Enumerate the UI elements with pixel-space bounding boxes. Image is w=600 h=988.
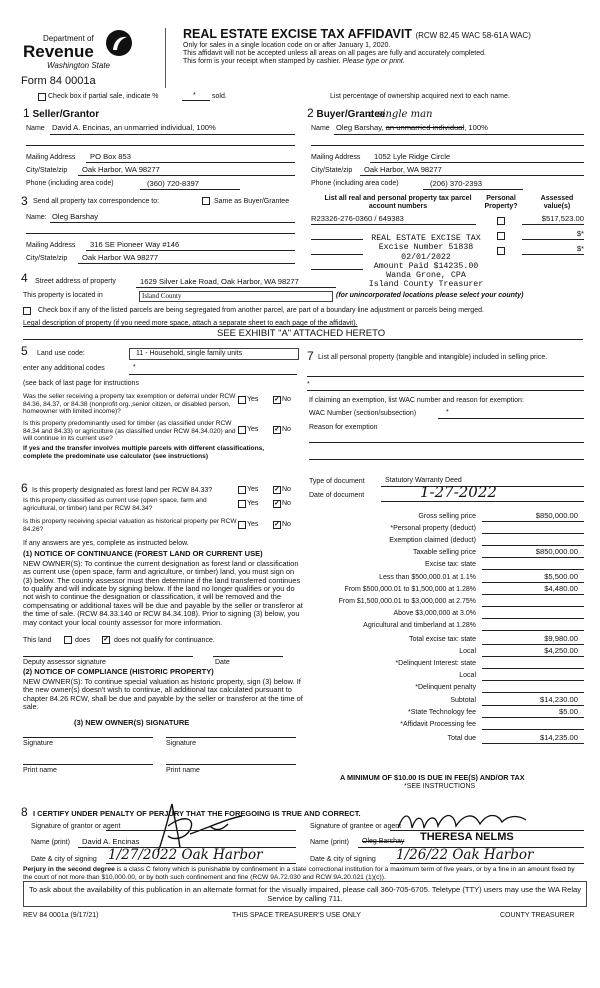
minimum-note: A MINIMUM OF $10.00 IS DUE IN FEE(S) AND/OR TAX <box>340 773 525 782</box>
owner-sig-line-1 <box>23 737 153 738</box>
see-instructions-note: *SEE INSTRUCTIONS <box>404 783 476 790</box>
personal-line-2 <box>307 390 584 391</box>
tax-line-1 <box>482 533 584 534</box>
seller-name-field[interactable]: David A. Encinas, an unmarried individual, 100% <box>52 123 216 132</box>
grantee-date-line <box>390 863 584 864</box>
dept-line3: Washington State <box>47 61 111 70</box>
corr-name-label: Name: <box>26 214 47 221</box>
tax-line-12 <box>482 668 584 669</box>
tax-label-15: Subtotal <box>450 697 476 704</box>
parcel-col1-header: List all real and personal property tax parcel account numbers <box>324 195 472 211</box>
tax-label-16: *State Technology fee <box>408 709 476 716</box>
buyer-name-struck: an unmarried individual <box>385 123 465 132</box>
buyer-phone-field[interactable]: (206) 370-2393 <box>430 179 482 188</box>
q-forest-yes-label: Yes <box>247 486 259 493</box>
tax-label-11: Local <box>459 648 476 655</box>
tax-label-12: *Delinquent Interest: state <box>395 660 476 667</box>
tax-value-16[interactable]: $5.00 <box>558 707 578 716</box>
stamp-line4: Amount Paid $14235.00 <box>373 261 479 271</box>
corr-num: 3 <box>21 194 28 208</box>
deputy-label: Deputy assessor signature <box>23 659 106 666</box>
personal-line-1 <box>307 376 584 377</box>
boundary-checkbox[interactable] <box>23 307 31 315</box>
landuse-label: Land use code: <box>37 350 85 357</box>
tax-line-16 <box>482 717 584 718</box>
doc-type-label: Type of document <box>309 478 365 485</box>
doc-date-line <box>381 501 584 502</box>
boundary-label: Check box if any of the listed parcels are being segregated from another parcel, are part of a boundary line adjustment or parcels being merged. <box>38 307 484 314</box>
grantee-name-struck: Oleg Barshay <box>362 838 405 845</box>
wac-field[interactable]: * <box>446 409 449 416</box>
tax-label-4: Excise tax: state <box>425 561 476 568</box>
q-historic-yes-label: Yes <box>247 521 259 528</box>
form-number: Form 84 0001a <box>21 75 96 87</box>
buyer-name-first: Oleg Barshay, <box>336 123 384 132</box>
personal-label: List all personal property (tangible and intangible) included in selling price. <box>318 354 548 361</box>
land-does-label: does <box>75 637 91 644</box>
tax-label-8: Above $3,000,000 at 3.0% <box>393 610 476 617</box>
county-select[interactable] <box>139 291 333 302</box>
doc-date-field[interactable]: 1-27-2022 <box>420 483 497 501</box>
tax-line-3 <box>482 557 584 558</box>
seller-phone-field[interactable]: (360) 720-8397 <box>147 179 199 188</box>
doc-type-field[interactable]: Statutory Warranty Deed <box>385 477 462 484</box>
tax-line-4 <box>482 569 584 570</box>
tax-value-15[interactable]: $14,230.00 <box>539 695 578 704</box>
buyer-mail-line <box>370 162 584 163</box>
compliance-text: NEW OWNER(S): To continue special valuation as historic property, sign (3) below. If the new owner(s) doesn't wish to continue, all additional tax calculated pursuant to chapter 84.26 RCW, shall be due and payable by the seller or transferor at the time of sale. <box>23 677 303 712</box>
partial-sold-label: sold. <box>212 93 227 100</box>
seller-city-field[interactable]: Oak Harbor, WA 98277 <box>82 165 160 174</box>
buyer-extra-line <box>311 145 584 146</box>
tax-value-10[interactable]: $9,980.00 <box>544 634 578 643</box>
tax-label-7: From $1,500,000.01 to $3,000,000 at 2.75% <box>338 598 476 605</box>
grantor-name-label: Name (print) <box>31 839 70 846</box>
legal-label: Legal description of property (if you need more space, attach a separate sheet to each page of the affidavit). <box>23 320 358 327</box>
q-exemption-no[interactable]: ✓ <box>274 396 280 403</box>
tax-line-14 <box>482 692 584 693</box>
q-historic-yes[interactable] <box>238 521 246 529</box>
wac-label: WAC Number (section/subsection) <box>309 410 417 417</box>
answered-note: If any answers are yes, complete as instructed below. <box>23 540 189 547</box>
tax-line-11 <box>482 656 584 657</box>
corr-extra-line <box>26 233 295 234</box>
header-sub2: This affidavit will not be accepted unless all areas on all pages are fully and accurately completed. <box>183 50 486 57</box>
dept-line1: Department of <box>43 34 94 43</box>
header-sub3 <box>183 58 405 66</box>
owner-sig-heading: (3) NEW OWNER(S) SIGNATURE <box>74 718 190 727</box>
seller-mail-label: Mailing Address <box>26 154 76 161</box>
buyer-hand-note: a single man <box>368 109 433 120</box>
parcel-line-2 <box>311 254 363 255</box>
deputy-line <box>23 656 193 657</box>
corr-name-field[interactable]: Oleg Barshay <box>52 212 99 221</box>
partial-pct-line <box>182 100 210 101</box>
tax-label-18: Total due <box>447 735 476 742</box>
header-sub3-italic: Please type or print. <box>342 58 405 65</box>
stamp-line3: 02/01/2022 <box>401 252 451 262</box>
parcel-personal-checkbox-0[interactable] <box>497 217 505 225</box>
buyer-num: 2 <box>307 106 314 120</box>
tax-value-11[interactable]: $4,250.00 <box>544 646 578 655</box>
footer-center: THIS SPACE TREASURER'S USE ONLY <box>232 912 361 919</box>
certify-num: 8 <box>21 805 28 819</box>
q-currentuse-yes-label: Yes <box>247 500 259 507</box>
corr-label: Send all property tax correspondence to: <box>33 198 160 205</box>
grantor-sig-label: Signature of grantor or agent <box>31 823 121 830</box>
seller-extra-line <box>26 145 295 146</box>
seller-phone-line <box>140 189 240 190</box>
additional-line <box>129 374 297 375</box>
street-field[interactable]: 1629 Silver Lake Road, Oak Harbor, WA 98277 <box>140 277 299 286</box>
deputy-date-line <box>213 656 283 657</box>
buyer-name-label: Name <box>311 125 330 132</box>
tax-line-6 <box>482 594 584 595</box>
corr-mail-field[interactable]: 316 SE Pioneer Way #146 <box>90 240 180 249</box>
corr-city-line <box>78 263 295 264</box>
parcel-line-1 <box>311 239 363 240</box>
perjury-notice <box>23 866 585 882</box>
stamp-line6: Island County Treasurer <box>368 280 484 290</box>
q-historic-no[interactable]: ✓ <box>274 521 280 528</box>
partial-pct-value: * <box>193 92 196 99</box>
ownership-note: List percentage of ownership acquired next to each name. <box>330 93 510 100</box>
grantor-date-line <box>106 863 296 864</box>
stamp-line2: Excise Number 51838 <box>378 243 474 253</box>
parcel-col3-header: Assessed value(s) <box>540 195 574 211</box>
tax-value-5[interactable]: $5,500.00 <box>544 572 578 581</box>
land-does-not-label: does not qualify for continuance. <box>114 637 215 644</box>
parcel-value-0[interactable]: $517,523.00 <box>541 214 584 223</box>
q-exemption-yes-label: Yes <box>247 396 259 403</box>
tax-value-0[interactable]: $850,000.00 <box>535 511 578 520</box>
wac-line <box>438 418 584 419</box>
owner-print-label-2: Print name <box>166 767 200 774</box>
parcel-personal-checkbox-1[interactable] <box>497 232 505 240</box>
q-exemption-yes[interactable] <box>238 396 246 404</box>
county-select-value: Island County <box>142 292 182 300</box>
q-timber-note: If yes and the transfer involves multiple parcels with different classifications, complete the predominate use calculator (see instructions) <box>23 445 265 460</box>
landuse-num: 5 <box>21 344 28 358</box>
corr-name-line <box>50 222 295 223</box>
parcel-value-1[interactable]: $* <box>576 229 584 238</box>
buyer-name-pct: , 100% <box>464 123 488 132</box>
tax-label-2: Exemption claimed (deduct) <box>389 537 476 544</box>
corr-same-label: Same as Buyer/Grantee <box>214 198 290 205</box>
legal-field[interactable]: SEE EXHIBIT "A" ATTACHED HERETO <box>217 328 386 339</box>
tax-label-10: Total excise tax: state <box>409 636 476 643</box>
forest-num: 6 <box>21 481 28 495</box>
q-currentuse-yes[interactable] <box>238 500 246 508</box>
uninc-note: (for unincorporated locations please select your county) <box>336 292 524 299</box>
landuse-select-value: 11 - Household, single family units <box>136 350 243 357</box>
parcel-number-0[interactable]: R23326-276-0360 / 649383 <box>311 214 404 223</box>
q-timber-no-label: No <box>282 426 291 433</box>
tax-line-7 <box>482 606 584 607</box>
wac-note: If claiming an exemption, list WAC number and reason for exemption: <box>309 397 524 404</box>
seller-city-line <box>78 175 295 176</box>
owner-sig-label-2: Signature <box>166 740 196 747</box>
land-does-checkbox[interactable] <box>64 636 72 644</box>
grantor-sig-line <box>106 830 296 831</box>
q-historic-no-label: No <box>282 521 291 528</box>
additional-field[interactable]: * <box>133 364 136 371</box>
parcel-col2-header: Personal Property? <box>484 195 518 211</box>
continuance-heading: (1) NOTICE OF CONTINUANCE (FOREST LAND OR CURRENT USE) <box>23 549 263 558</box>
stamp-line5: Wanda Grone, CPA <box>386 271 466 281</box>
personal-field[interactable]: * <box>307 381 310 388</box>
legal-line <box>23 339 583 340</box>
tax-line-18 <box>482 743 584 744</box>
tax-line-10 <box>482 644 584 645</box>
tax-line-13 <box>482 680 584 681</box>
q-timber-yes-label: Yes <box>247 426 259 433</box>
this-land-label: This land <box>23 637 52 644</box>
parcel-vline-2 <box>522 254 584 255</box>
q-timber-no[interactable]: ✓ <box>274 426 280 433</box>
corr-mail-line <box>86 250 295 251</box>
seller-name-line <box>50 134 295 135</box>
grantor-date-label: Date & city of signing <box>31 856 97 863</box>
buyer-phone-label: Phone (including area code) <box>311 180 399 187</box>
q-currentuse-no-label: No <box>282 500 291 507</box>
accessibility-text: To ask about the availability of this publication in an alternate format for the visually impaired, please call 360-705-6705. Teletype (TTY) users may use the WA Relay Service by calling 711. <box>28 885 582 904</box>
seller-phone-label: Phone (including area code) <box>26 180 114 187</box>
header-sub3-text: This form is your receipt when stamped by cashier. <box>183 58 341 65</box>
footer-left: REV 84 0001a (9/17/21) <box>23 912 99 919</box>
located-label: This property is located in <box>23 292 103 299</box>
parcel-personal-checkbox-2[interactable] <box>497 247 505 255</box>
buyer-name-field[interactable] <box>336 124 488 133</box>
parcel-vline-1 <box>522 239 584 240</box>
doc-date-label: Date of document <box>309 492 365 499</box>
tax-line-9 <box>482 630 584 631</box>
corr-mail-label: Mailing Address <box>26 242 76 249</box>
parcel-line-3 <box>311 269 363 270</box>
q-forest-no-label: No <box>282 486 291 493</box>
land-does-not-checkbox[interactable]: ✓ <box>103 636 109 643</box>
partial-sale-label: Check box if partial sale, indicate % <box>48 93 159 100</box>
see-back-note: (see back of last page for instructions <box>23 380 139 387</box>
buyer-mail-label: Mailing Address <box>311 154 361 161</box>
grantee-name-label: Name (print) <box>310 839 349 846</box>
header-divider <box>165 28 166 88</box>
form-title-text: REAL ESTATE EXCISE TAX AFFIDAVIT <box>183 27 412 41</box>
tax-label-5: Less than $500,000.01 at 1.1% <box>379 574 476 581</box>
reason-line-1 <box>309 442 584 443</box>
grantee-date-label: Date & city of signing <box>310 856 376 863</box>
tax-label-14: *Delinquent penalty <box>415 684 476 691</box>
footer-right: COUNTY TREASURER <box>500 912 575 919</box>
tax-line-15 <box>482 705 584 706</box>
form-title <box>183 27 531 41</box>
tax-line-17 <box>482 729 584 730</box>
q-timber-text: Is this property predominantly used for timber (as classified under RCW 84.34 and 84.33) or agriculture (as classified under RCW 84.34.020) and will continue in its current use? <box>23 420 236 443</box>
seller-name-label: Name <box>26 125 45 132</box>
dept-line2: Revenue <box>23 42 94 61</box>
seller-heading-text: Seller/Grantor <box>32 109 100 120</box>
compliance-heading: (2) NOTICE OF COMPLIANCE (HISTORIC PROPERTY) <box>23 667 214 676</box>
tax-label-9: Agricultural and timberland at 1.28% <box>363 622 476 629</box>
treasurer-stamp <box>362 234 490 290</box>
parcel-vline-0 <box>522 224 584 225</box>
q-forest-text: Is this property designated as forest land per RCW 84.33? <box>32 487 213 494</box>
owner-sig-line-2 <box>166 737 296 738</box>
reason-label: Reason for exemption <box>309 424 378 431</box>
buyer-phone-line <box>423 189 523 190</box>
q-exemption-text: Was the seller receiving a property tax exemption or deferral under RCW 84.36, 84.37, or 84.38 (nonprofit org.,senior citizen, or disabled person, homeowner with limited income)? <box>23 393 236 416</box>
street-line <box>136 287 336 288</box>
buyer-mail-field[interactable]: 1052 Lyle Ridge Circle <box>374 152 451 161</box>
tax-label-0: Gross selling price <box>418 513 476 520</box>
buyer-name-line <box>334 134 584 135</box>
certify-text: I CERTIFY UNDER PENALTY OF PERJURY THAT THE FOREGOING IS TRUE AND CORRECT. <box>33 809 361 818</box>
seller-mail-line <box>86 162 295 163</box>
tax-line-5 <box>482 582 584 583</box>
tax-label-6: From $500,000.01 to $1,500,000 at 1.28% <box>344 586 476 593</box>
owner-print-line-2 <box>166 764 296 765</box>
stamp-line1: REAL ESTATE EXCISE TAX <box>371 234 481 243</box>
grantor-name-field[interactable]: David A. Encinas <box>82 837 140 846</box>
dor-logo-icon <box>104 28 134 58</box>
seller-city-label: City/State/zip <box>26 167 68 174</box>
q-exemption-no-label: No <box>282 396 291 403</box>
perjury-text: is a class C felony which is punishable by confinement in a state correctional institution for a maximum term of five years, or by a fine in an amount fixed by the court of not more than $10,000.00, or by both such confinement and fine (RCW 9A.72.030 and RCW 9A.20.021 (1)(c)). <box>23 866 575 882</box>
seller-num: 1 <box>23 106 30 120</box>
buyer-city-field[interactable]: Oak Harbor, WA 98277 <box>364 165 442 174</box>
seller-mail-field[interactable]: PO Box 853 <box>90 152 131 161</box>
partial-sale-checkbox[interactable] <box>38 93 46 101</box>
parcel-value-2[interactable]: $* <box>576 244 584 253</box>
tax-line-2 <box>482 545 584 546</box>
seller-heading <box>23 107 99 121</box>
q-forest-no[interactable]: ✓ <box>274 486 280 493</box>
continuance-text: NEW OWNER(S): To continue the current designation as forest land or classification as current use (open space, farm and agriculture, or timber) land, you must sign on (3) below. The county assessor must then determine if the land transferred continues to qualify and will indicate by signing below. If the land no longer qualifies or you do not wish to continue the designation or classification, it will be removed and the compensating or additional taxes will be due and payable by the seller or transferor at the time of sale. (RCW 84.33.140 or RCW 84.34.108). Prior to signing (3) below, you may contact your local county assessor for more information. <box>23 559 303 627</box>
q-currentuse-text: Is this property classified as current use (open space, farm and agricultural, or timber) land per RCW 84.34? <box>23 497 207 512</box>
reason-line-2 <box>309 459 584 460</box>
tax-label-13: Local <box>459 672 476 679</box>
q-timber-yes[interactable] <box>238 426 246 434</box>
q-currentuse-no[interactable]: ✓ <box>274 500 280 507</box>
accessibility-box <box>23 881 587 907</box>
owner-print-label-1: Print name <box>23 767 57 774</box>
tax-label-1: *Personal property (deduct) <box>390 525 476 532</box>
q-historic-text: Is this property receiving special valuation as historical property per RCW 84.26? <box>23 518 237 533</box>
location-num: 4 <box>21 271 28 285</box>
landuse-select[interactable] <box>129 348 299 360</box>
owner-sig-label-1: Signature <box>23 740 53 747</box>
corr-same-checkbox[interactable] <box>202 197 210 205</box>
buyer-city-label: City/State/zip <box>311 167 353 174</box>
tax-label-3: Taxable selling price <box>412 549 476 556</box>
corr-city-label: City/State/zip <box>26 255 68 262</box>
street-label: Street address of property <box>35 278 116 285</box>
buyer-city-line <box>360 175 584 176</box>
grantor-date-field[interactable]: 1/27/2022 Oak Harbor <box>108 847 263 863</box>
tax-line-8 <box>482 618 584 619</box>
personal-num: 7 <box>307 349 314 363</box>
grantee-date-field[interactable]: 1/26/22 Oak Harbor <box>396 847 534 863</box>
header-sub1: Only for sales in a single location code on or after January 1, 2020. <box>183 42 391 49</box>
grantee-name-field[interactable]: THERESA NELMS <box>420 831 514 843</box>
q-forest-yes[interactable] <box>238 486 246 494</box>
additional-label: enter any additional codes <box>23 365 105 372</box>
deputy-date-label: Date <box>215 659 230 666</box>
parcel-line-0 <box>311 224 476 225</box>
tax-line-0 <box>482 521 584 522</box>
perjury-bold: Perjury in the second degree <box>23 866 115 873</box>
tax-value-18[interactable]: $14,235.00 <box>539 733 578 742</box>
tax-value-6[interactable]: $4,480.00 <box>544 584 578 593</box>
tax-label-17: *Affidavit Processing fee <box>400 721 476 728</box>
grantee-sig-label: Signature of grantee or agent <box>310 823 402 830</box>
buyer-heading-text: Buyer/Grantee <box>316 109 386 120</box>
tax-value-3[interactable]: $850,000.00 <box>535 547 578 556</box>
form-title-ref: (RCW 82.45 WAC 58-61A WAC) <box>415 31 531 40</box>
corr-city-field[interactable]: Oak Harbor WA 98277 <box>82 253 159 262</box>
owner-print-line-1 <box>23 764 153 765</box>
